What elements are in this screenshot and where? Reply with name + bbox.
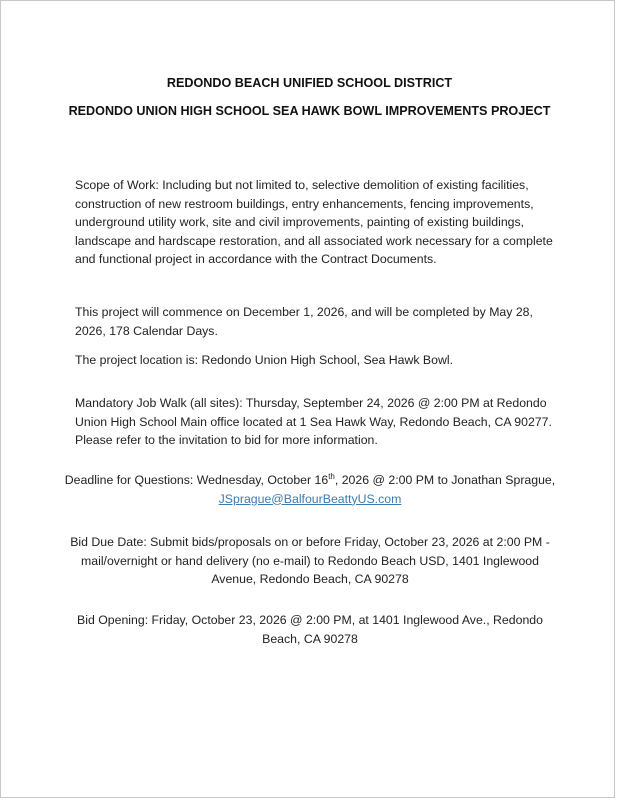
- questions-text-end: , 2026 @ 2:00 PM to Jonathan Sprague,: [334, 473, 556, 487]
- questions-text-start: Deadline for Questions: Wednesday, October 16: [64, 473, 329, 487]
- bid-opening-paragraph: Bid Opening: Friday, October 23, 2026 @ 2:00 PM, at 1401 Inglewood Ave., Redondo Beach, CA 90278: [77, 613, 543, 646]
- project-title: REDONDO UNION HIGH SCHOOL SEA HAWK BOWL IMPROVEMENTS PROJECT: [68, 104, 551, 118]
- schedule-paragraph: This project will commence on December 1, 2026, and will be completed by May 28, 2026, 178 Calendar Days.: [75, 305, 533, 338]
- job-walk-paragraph: Mandatory Job Walk (all sites): Thursday, September 24, 2026 @ 2:00 PM at Redondo Union High School Main office located at 1 Sea Hawk Way, Redondo Beach, CA 90277. Please refer to the invitation to bid for more information.: [75, 396, 552, 447]
- district-title: REDONDO BEACH UNIFIED SCHOOL DISTRICT: [166, 76, 453, 90]
- scope-of-work: Scope of Work: Including but not limited to, selective demolition of existing facilities, construction of new restroom buildings, entry enhancements, fencing improvements, underground utility work, site and civil improvements, painting of existing buildings, landscape and hardscape restoration, and all associated work necessary for a complete and functional project in accordance with the Contract Documents.: [75, 178, 553, 266]
- contact-email-link[interactable]: JSprague@BalfourBeattyUS.com: [218, 491, 402, 506]
- questions-deadline-paragraph: [59, 471, 561, 508]
- ordinal-suffix: th: [328, 471, 335, 481]
- location-paragraph: The project location is: Redondo Union High School, Sea Hawk Bowl.: [75, 353, 453, 367]
- bid-due-paragraph: Bid Due Date: Submit bids/proposals on or before Friday, October 23, 2026 at 2:00 PM - mail/overnight or hand delivery (no e-mail) to Redondo Beach USD, 1401 Inglewood Avenue, Redondo Beach, CA 90278: [70, 535, 550, 586]
